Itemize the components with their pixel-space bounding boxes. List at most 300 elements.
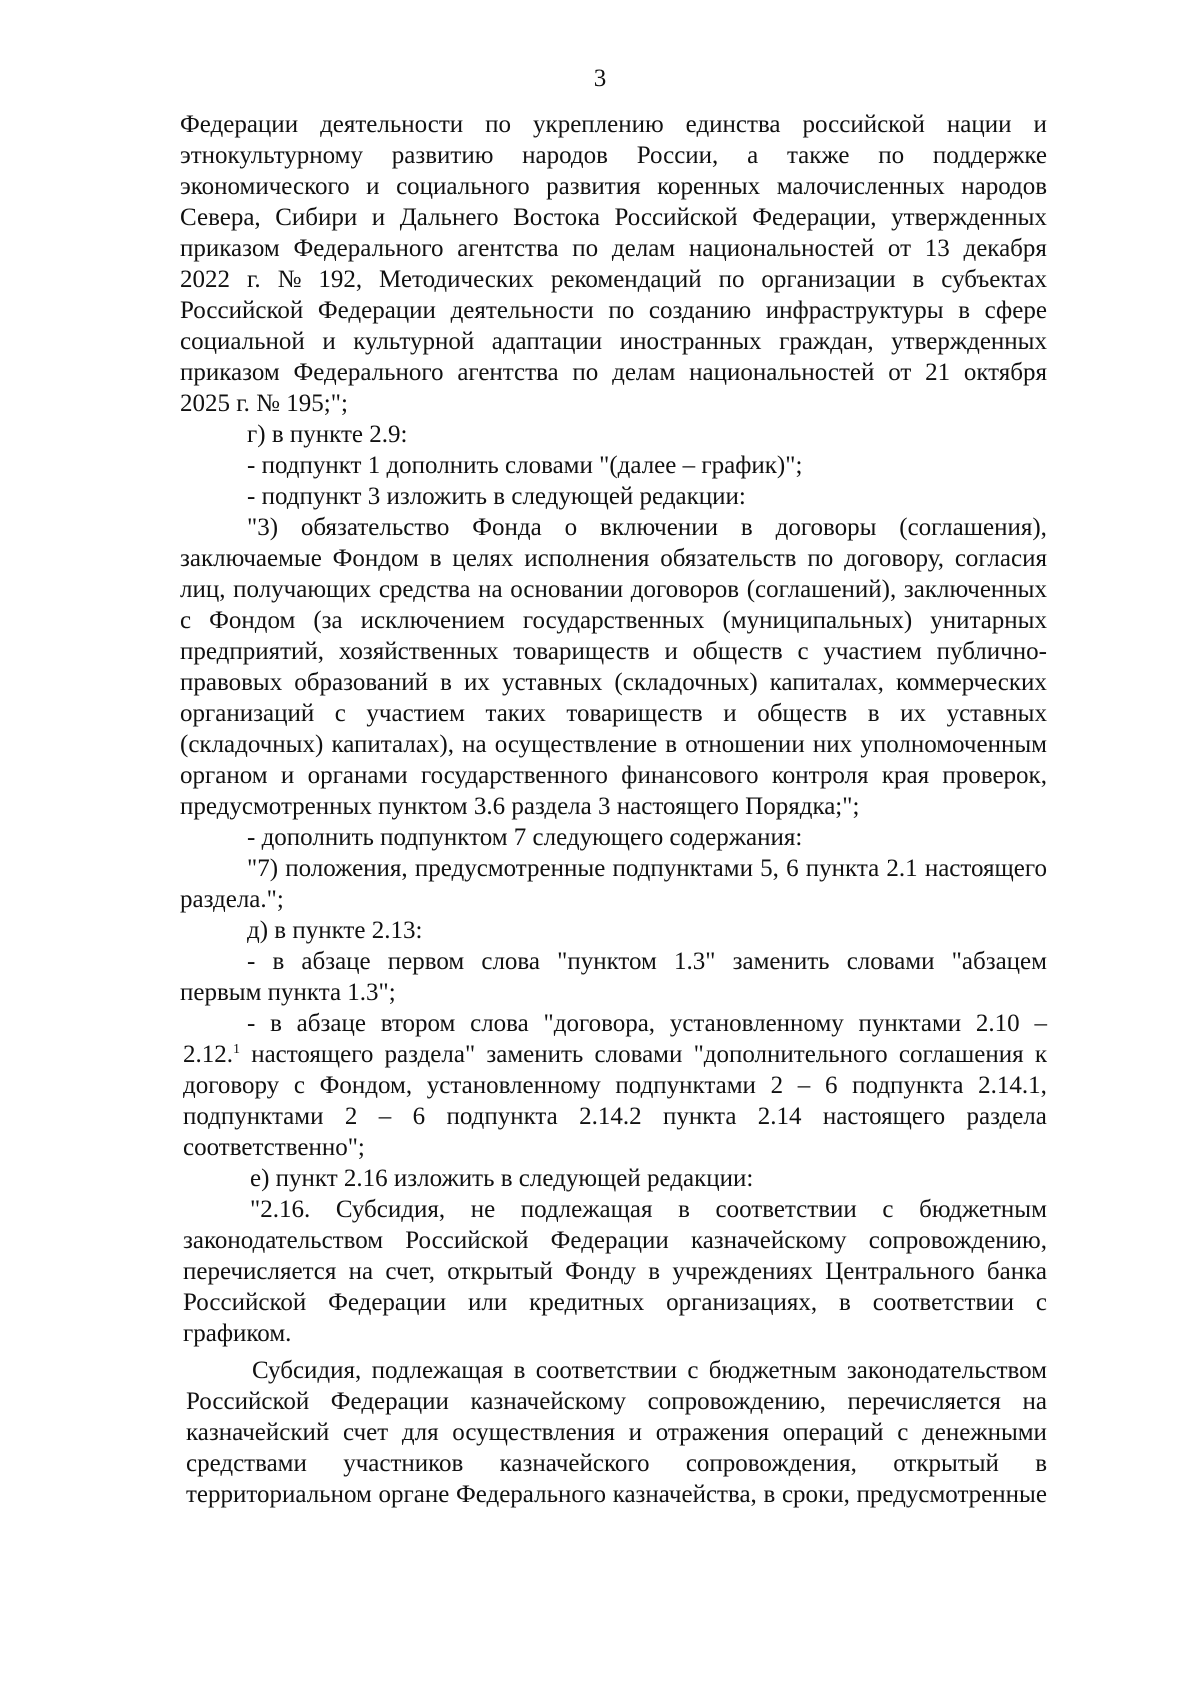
text-line [180,265,1047,295]
word: делам [612,359,676,386]
word: образований [294,669,429,696]
word: (за [313,607,343,634]
word: с [882,1196,894,1223]
word: положения, [285,855,408,882]
word: организациях, [666,1289,818,1316]
text-line [180,761,1047,791]
word: заменить [486,1041,584,1068]
word: Фонду [565,1258,637,1285]
text-line: первым пункта 1.3"; [180,979,396,1006]
word: по [485,111,512,138]
word: 2.12. [183,1041,233,1068]
word: развитию [391,142,494,169]
word: приказом [180,235,280,262]
word: октября [963,359,1047,386]
word: "пунктом [557,948,657,975]
word: в [740,514,753,541]
word: раздела [966,1103,1047,1130]
word: и [1033,111,1047,138]
word: получающих [233,576,372,603]
text-line [252,1356,1047,1386]
word: единства [685,111,781,138]
word: инфраструктуры [765,297,944,324]
word: и [280,762,295,789]
word: в [513,1357,526,1384]
text-line [186,1480,1047,1510]
word: банка [986,1258,1047,1285]
word: 2 [770,1072,784,1099]
word: 2.1 [886,855,918,882]
word: не [470,1196,496,1223]
word: осуществления [452,1419,615,1446]
word: настоящего [251,1041,374,1068]
word: в [678,1196,690,1223]
word: предприятий, [180,638,325,665]
word: "абзацем [951,948,1047,975]
word: 5, [760,855,779,882]
word: по [572,359,599,386]
word: также [786,142,850,169]
word: Федерации [180,111,299,138]
word: средства [378,576,471,603]
word: и [664,638,678,665]
word: по [878,142,905,169]
text-line: д) в пункте 2.13: [247,917,423,944]
word: с [334,700,346,727]
text-line: е) пункт 2.16 изложить в следующей редакции: [250,1165,754,1192]
word: счет [342,1419,389,1446]
word: денежными [922,1419,1047,1446]
text-line [180,668,1047,698]
word: предусмотренные [414,855,606,882]
text-line [180,327,1047,357]
text-line [250,1195,1047,1225]
word: поддержке [932,142,1047,169]
word: по [718,266,745,293]
word: абзаце [296,1010,366,1037]
word: 6 [824,1072,838,1099]
text-line [183,1226,1047,1256]
word: открытый [447,1258,553,1285]
word: Федерального [455,1481,607,1508]
word: законодательством [183,1227,384,1254]
text-line [180,544,1047,574]
word: словами [846,948,935,975]
word: (муниципальных) [722,607,913,634]
word: национальностей [688,235,875,262]
word: Дальнего [399,204,499,231]
word: участием [823,638,922,665]
word: Российской [183,1289,307,1316]
word: иностранных [619,328,762,355]
word: сопровождению, [647,1388,826,1415]
word: а [747,142,759,169]
word: в [763,1481,776,1508]
word: адаптации [491,328,603,355]
word: от [887,235,912,262]
word: делам [611,235,676,262]
word: по [807,545,834,572]
text-line [247,854,1047,884]
word: рекомендаций [550,266,702,293]
word: органе [378,1481,450,1508]
word: в [839,1289,851,1316]
word: 2.14.2 [579,1103,642,1130]
word: Субсидия, [252,1357,362,1384]
word: законодательством [846,1357,1047,1384]
text-line [180,358,1047,388]
word: – [1034,1010,1047,1037]
word: культурной [353,328,475,355]
word: публично- [936,638,1047,665]
word: № [277,266,302,293]
word: нации [946,111,1012,138]
word: социального [396,173,530,200]
text-line [186,1387,1047,1417]
word: обязательств [660,545,797,572]
word: основании [510,576,624,603]
word: в [958,297,971,324]
word: малочисленных [776,173,945,200]
word: и [723,700,737,727]
word: "дополнительного [693,1041,888,1068]
word: предусмотренные [856,1481,1047,1508]
word: в [648,1258,661,1285]
word: кредитных [529,1289,645,1316]
word: 2 [344,1103,358,1130]
word: (соглашений), [746,576,897,603]
word: них [812,731,853,758]
text-line [183,1288,1047,1318]
word: созданию [648,297,752,324]
word: с [180,607,192,634]
word: на [478,576,503,603]
word: договоры [775,514,877,541]
word: Фондом [209,607,296,634]
word: сопровождения, [685,1450,857,1477]
word: соглашения [898,1041,1024,1068]
text-line [180,110,1047,140]
word: (складочных) [614,669,758,696]
word: "7) [247,855,279,882]
text-line: соответственно"; [183,1134,365,1161]
word: подпунктами [612,855,753,882]
word: в [440,669,452,696]
word: агентства [457,359,559,386]
word: установленному [426,1072,601,1099]
word: договоров [630,576,740,603]
word: заключенных [903,576,1047,603]
word: перечисляется [183,1258,337,1285]
word: Федерального [293,235,444,262]
word: (соглашения), [899,514,1047,541]
word: Методических [379,266,534,293]
word: Российской [186,1388,310,1415]
word: коренных [657,173,761,200]
word: обществ [757,700,848,727]
word: пункта [805,855,880,882]
text-line: графиком. [183,1320,292,1347]
word: агентства [457,235,559,262]
word: с [687,1357,699,1384]
text-line [180,141,1047,171]
word: российской [802,111,925,138]
word: финансового [621,762,759,789]
word: Федерации [317,297,436,324]
text-line: раздела."; [180,886,284,913]
text-line [183,1071,1047,1101]
word: Севера, [180,204,261,231]
text-line [180,606,1047,636]
word: от [888,359,912,386]
word: операций [782,1419,884,1446]
word: контроля [771,762,869,789]
word: уполномоченным [860,731,1047,758]
word: унитарных [930,607,1047,634]
text-line: г) в пункте 2.9: [247,421,408,448]
text-line-footnote [183,1040,1047,1070]
text-line [183,1257,1047,1287]
word: 2022 [180,266,230,293]
text-line: предусмотренных пунктом 3.6 раздела 3 настоящего Порядка;"; [180,793,860,820]
word: развития [546,173,641,200]
word: уставных [946,700,1047,727]
word: и [322,328,336,355]
word: их [900,700,927,727]
word: 21 [925,359,951,386]
word: уставных [501,669,603,696]
text-line: - подпункт 3 изложить в следующей редакции: [247,483,746,510]
word: лиц, [180,576,226,603]
word: – [797,1072,811,1099]
word: Российской [405,1227,529,1254]
word: соответствии [715,1196,857,1223]
word: 2.10 [975,1010,1020,1037]
word: 1.3" [674,948,716,975]
word: пункта [663,1103,737,1130]
footnote-mark: 1 [233,1042,240,1057]
word: и [366,173,380,200]
word: "договора, [543,1010,656,1037]
word: экономического [180,173,350,200]
word: абзаце [301,948,371,975]
word: 6 [786,855,799,882]
word: Российской [614,204,738,231]
word: и [371,204,386,231]
word: учреждениях [672,1258,813,1285]
word: казначейского [499,1450,650,1477]
word: в [912,266,925,293]
word: в [867,700,880,727]
word: раздела" [384,1041,476,1068]
word: с [897,1419,909,1446]
word: Российской [180,297,304,324]
word: казначейскому [470,1388,627,1415]
word: капиталах), [331,731,454,758]
word: Федерации [328,1289,447,1316]
word: Фондом [332,545,419,572]
word: казначейскому [690,1227,847,1254]
text-line [186,1449,1047,1479]
word: Субсидия, [335,1196,446,1223]
word: территориальном [186,1481,372,1508]
word: открытый [893,1450,999,1477]
word: обязательство [300,514,450,541]
word: согласия [954,545,1047,572]
word: договору, [844,545,944,572]
word: их [463,669,490,696]
word: средствами [186,1450,307,1477]
word: бюджетным [919,1196,1047,1223]
word: "2.16. [250,1196,311,1223]
word: деятельности [450,297,594,324]
word: по [608,297,635,324]
word: счет, [385,1258,435,1285]
text-line [183,1102,1047,1132]
word: Федерации, [752,204,877,231]
word: в [1035,1450,1047,1477]
word: сроки, [781,1481,850,1508]
word: в [270,1010,282,1037]
word: подлежащая [520,1196,653,1223]
word: заменить [732,948,830,975]
word: декабря [963,235,1047,262]
text-line [247,513,1047,543]
word: России, [636,142,719,169]
word: и [628,1419,643,1446]
word: исполнения [524,545,650,572]
word: обществ [692,638,783,665]
word: в [429,545,442,572]
word: "3) [247,514,279,541]
word: 2.14 [757,1103,802,1130]
word: органами [307,762,408,789]
word: заключаемые [180,545,322,572]
word: Федерального [293,359,444,386]
word: 13 [924,235,950,262]
word: договору [183,1072,280,1099]
word: в [272,948,285,975]
word: пунктами [858,1010,962,1037]
word: сопровождению, [868,1227,1047,1254]
word: казначейства, [612,1481,757,1508]
word: утвержденных [891,204,1047,231]
word: по [572,235,599,262]
word: Фонда [472,514,542,541]
word: включении [600,514,718,541]
word: соответствии [535,1357,677,1384]
word: коммерческих [896,669,1047,696]
word: бюджетным [708,1357,837,1384]
word: 2.14.1, [978,1072,1047,1099]
text-line: - дополнить подпунктом 7 следующего содержания: [247,824,803,851]
word: подлежащая [371,1357,504,1384]
word: Федерации [330,1388,449,1415]
word: к [1034,1041,1047,1068]
word: осуществление [494,731,658,758]
text-line [180,203,1047,233]
word: - [247,1010,256,1037]
text-line [180,575,1047,605]
word: с [1035,1289,1047,1316]
word: правовых [180,669,283,696]
word: настоящего [924,855,1047,882]
word: с [293,1072,305,1099]
word: казначейский [186,1419,330,1446]
word: г. [246,266,261,293]
word: в [665,731,678,758]
text-line [180,234,1047,264]
word: целях [452,545,514,572]
word: утвержденных [891,328,1047,355]
word: приказом [180,359,280,386]
text-line [247,947,1047,977]
word [183,1040,240,1070]
word: на [462,731,487,758]
word: хозяйственных [338,638,499,665]
word: капиталах, [769,669,884,696]
word: государственных [522,607,705,634]
word: исключением [360,607,505,634]
word: национальностей [689,359,875,386]
word: для [401,1419,439,1446]
word: Сибири [275,204,358,231]
word: субъектах [941,266,1047,293]
word: настоящего [822,1103,946,1130]
word: товариществ [566,700,703,727]
word: проверок, [942,762,1047,789]
text-line [180,637,1047,667]
word: организации [761,266,896,293]
word: подпунктами [615,1072,756,1099]
word: перечисляется [847,1388,1001,1415]
word: деятельности [320,111,464,138]
word: подпункта [852,1072,964,1099]
text-line [180,699,1047,729]
text-line [180,730,1047,760]
word: 6 [412,1103,426,1130]
word: на [1022,1388,1047,1415]
word: социальной [180,328,305,355]
word: Востока [513,204,600,231]
word: граждан, [779,328,874,355]
word: или [468,1289,508,1316]
word: отражения [655,1419,770,1446]
word: таких [485,700,546,727]
text-line [186,1418,1047,1448]
word: слова [481,948,541,975]
word: первом [387,948,465,975]
word: укреплению [533,111,664,138]
word: Федерации [550,1227,669,1254]
word: соответствии [872,1289,1014,1316]
word: края [881,762,930,789]
word: сфере [984,297,1047,324]
word: народов [522,142,608,169]
word: – [378,1103,392,1130]
word: народов [961,173,1047,200]
text-line [180,296,1047,326]
word: участников [343,1450,464,1477]
word: установленному [669,1010,844,1037]
word: Центрального [825,1258,975,1285]
page-number: 3 [593,65,607,92]
word: организаций [180,700,315,727]
word: этнокультурному [180,142,363,169]
text-line [180,172,1047,202]
word: подпункта [446,1103,558,1130]
word: словами [594,1041,683,1068]
